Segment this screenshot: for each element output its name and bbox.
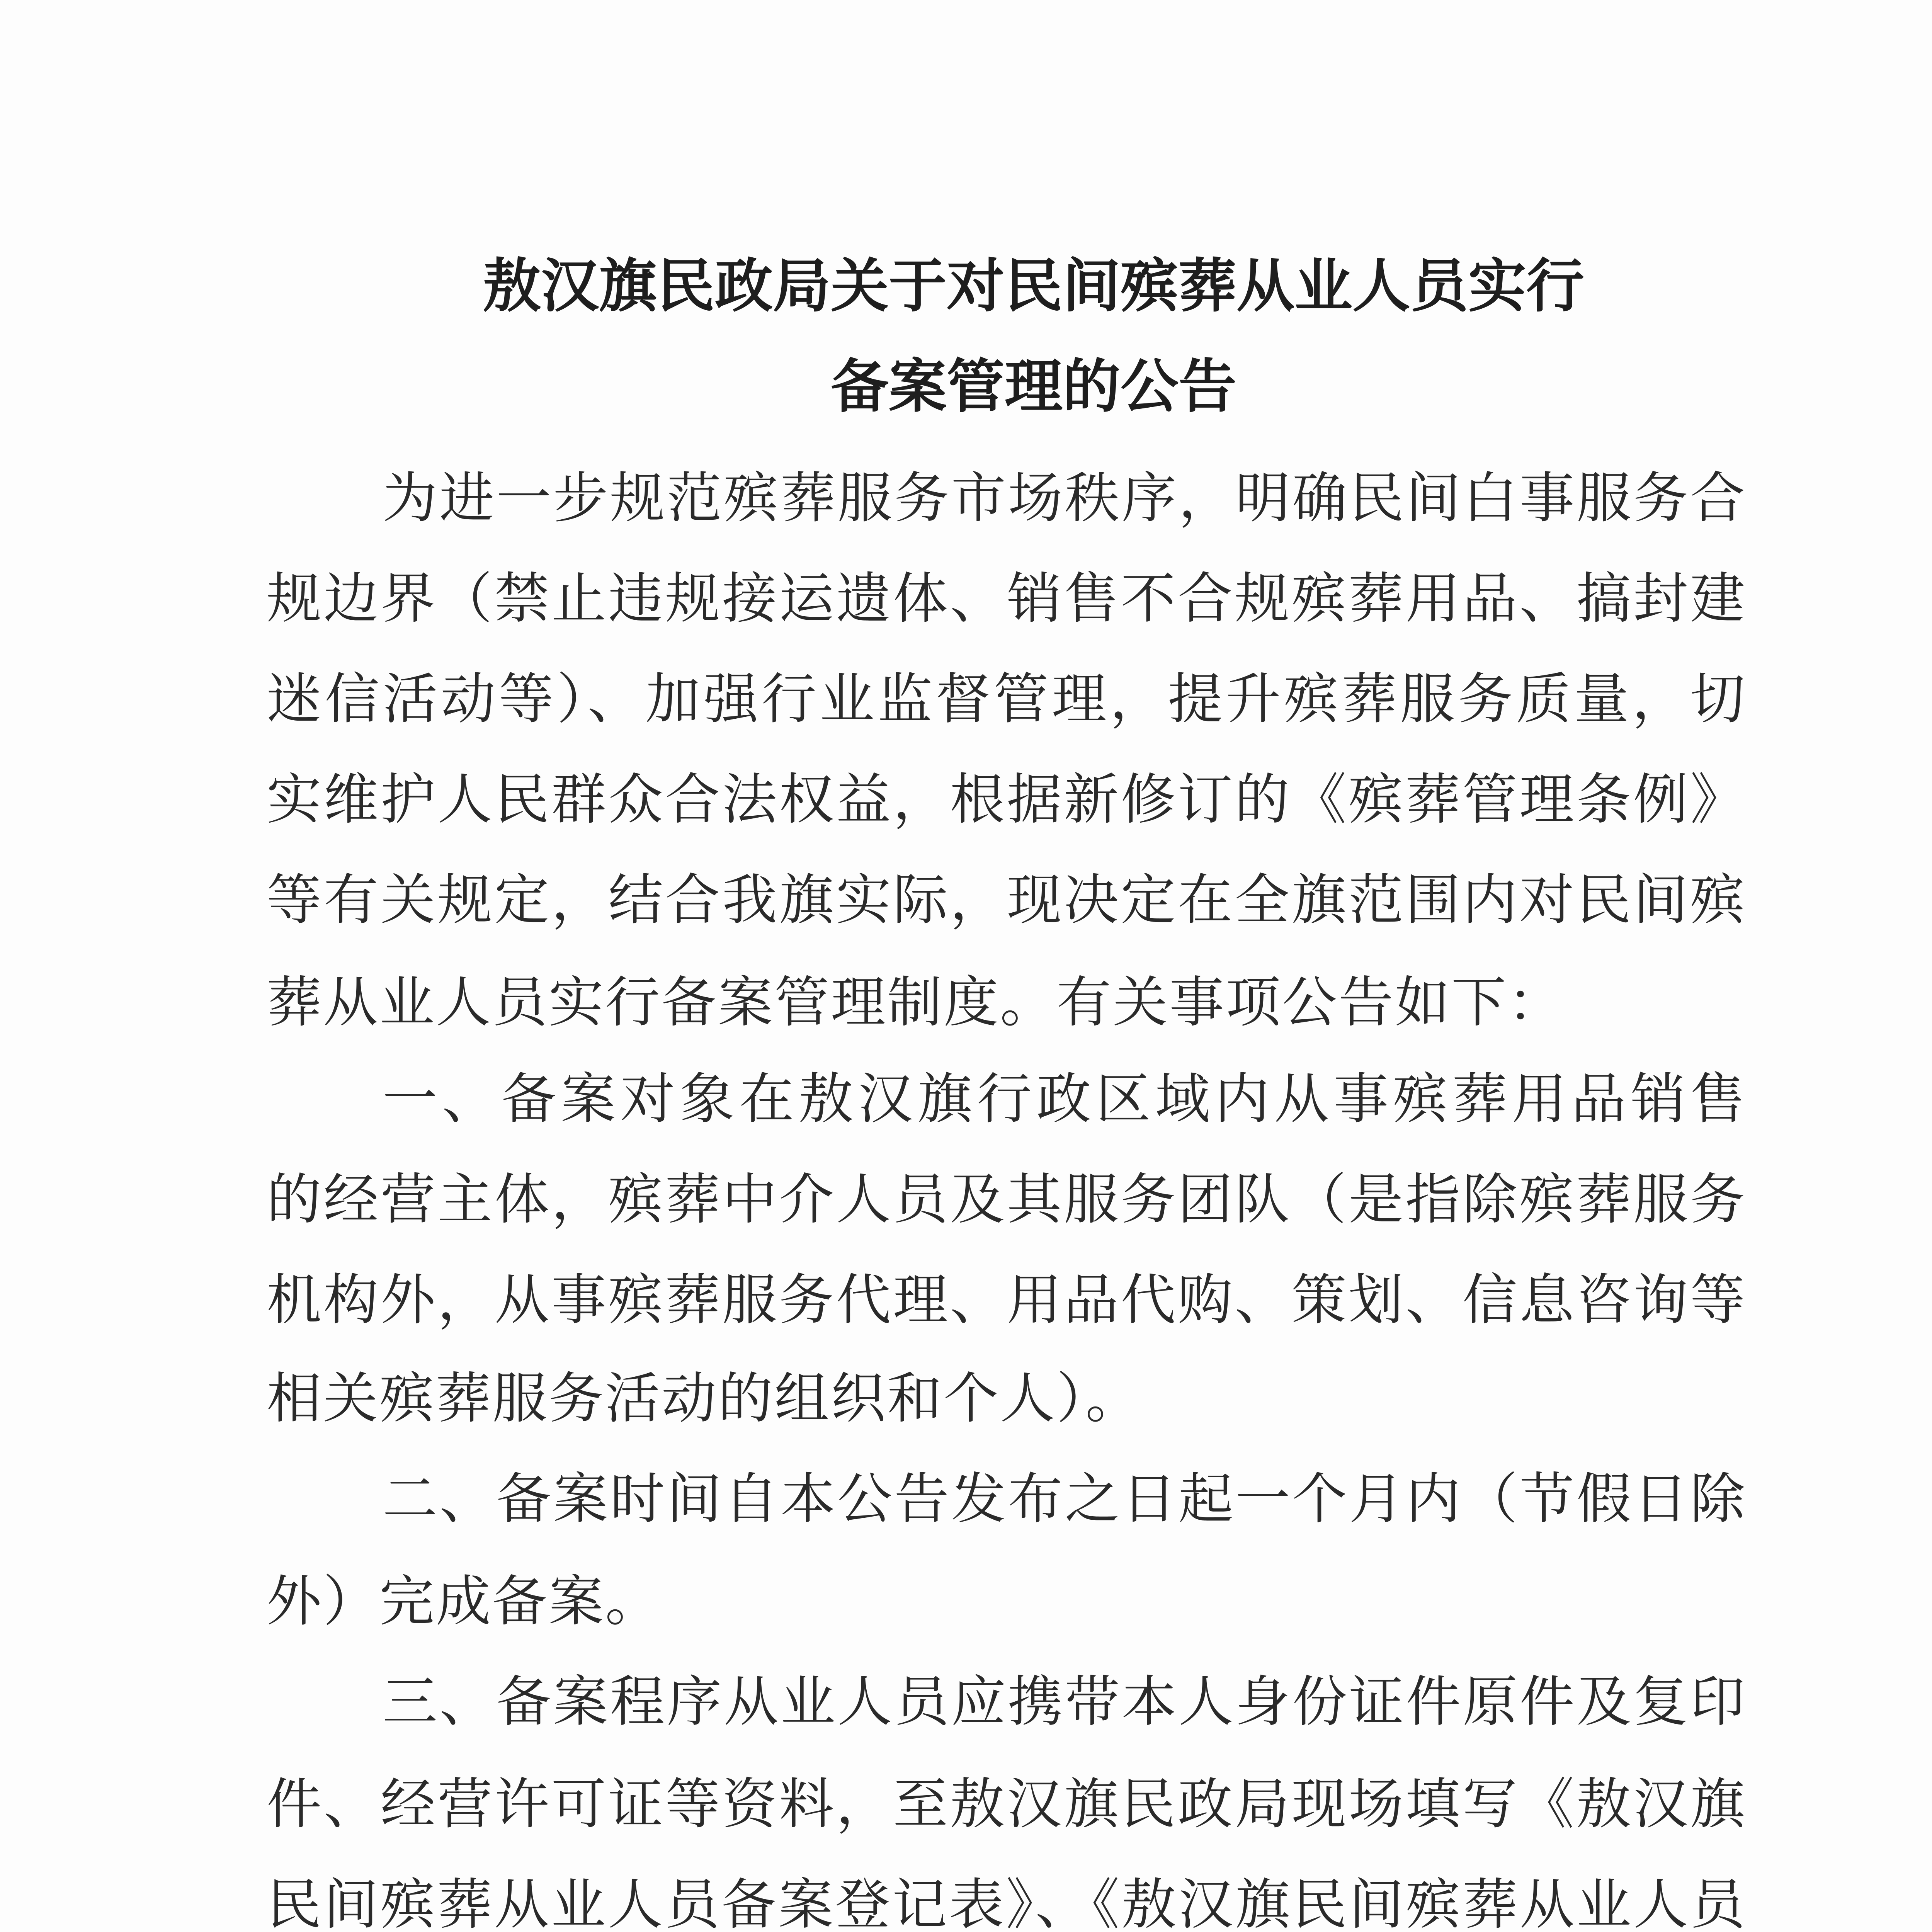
intro-line: 葬从业人员实行备案管理制度。有关事项公告如下：	[267, 971, 1564, 1034]
section3-line: 件、经营许可证等资料，至敖汉旗民政局现场填写《敖汉旗	[267, 1772, 1747, 1836]
section2-line: 外）完成备案。	[267, 1570, 662, 1633]
document-title-line-1: 敖汉旗民政局关于对民间殡葬从业人员实行	[483, 252, 1584, 320]
intro-line: 迷信活动等）、加强行业监督管理，提升殡葬服务质量，切	[267, 667, 1747, 731]
section3-line: 三、备案程序从业人员应携带本人身份证件原件及复印	[383, 1670, 1747, 1734]
intro-line: 规边界（禁止违规接运遗体、销售不合规殡葬用品、搞封建	[267, 567, 1747, 631]
intro-line: 为进一步规范殡葬服务市场秩序，明确民间白事服务合	[383, 466, 1747, 530]
section1-line: 相关殡葬服务活动的组织和个人）。	[267, 1367, 1142, 1430]
intro-line: 实维护人民群众合法权益，根据新修订的《殡葬管理条例》	[267, 768, 1747, 832]
section3-line: 民间殡葬从业人员备案登记表》、《敖汉旗民间殡葬从业人员	[267, 1873, 1747, 1932]
section1-line: 一、备案对象在敖汉旗行政区域内从事殡葬用品销售	[383, 1067, 1747, 1131]
section2-line: 二、备案时间自本公告发布之日起一个月内（节假日除	[383, 1467, 1747, 1531]
section1-line: 机构外，从事殡葬服务代理、用品代购、策划、信息咨询等	[267, 1268, 1747, 1332]
section1-line: 的经营主体，殡葬中介人员及其服务团队（是指除殡葬服务	[267, 1168, 1747, 1231]
intro-line: 等有关规定，结合我旗实际，现决定在全旗范围内对民间殡	[267, 868, 1747, 932]
document-title-line-2: 备案管理的公告	[830, 352, 1236, 420]
